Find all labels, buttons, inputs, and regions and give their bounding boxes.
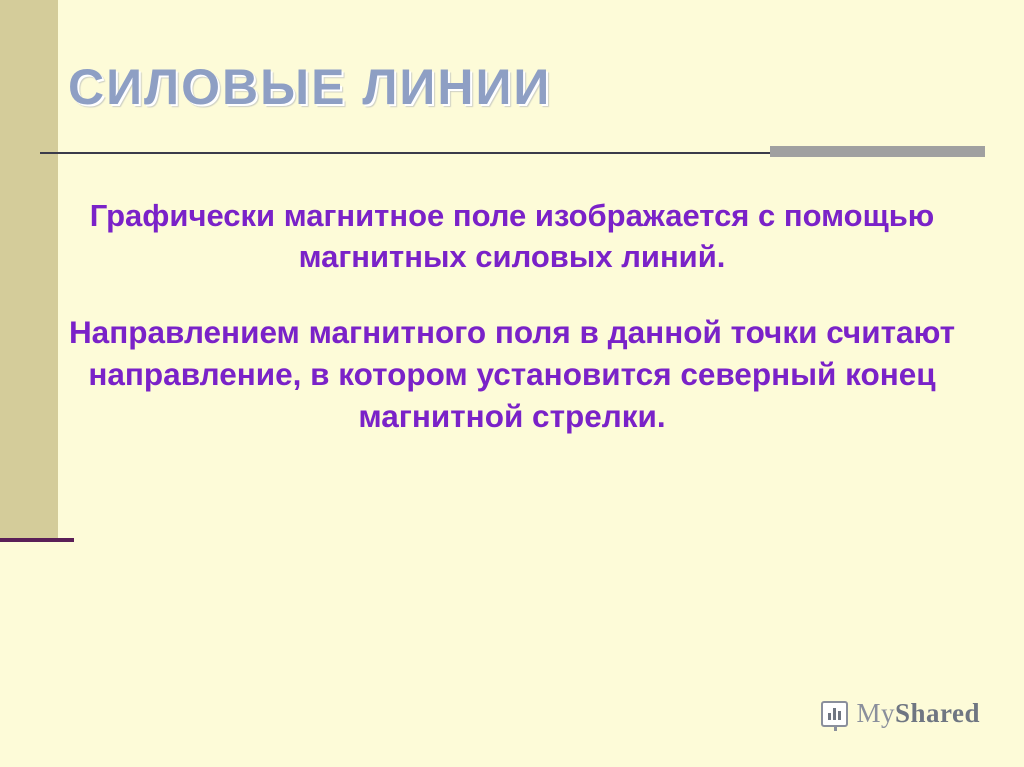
logo-text (856, 698, 980, 729)
paragraph-1: Графически магнитное поле изображается с помощью магнитных силовых линий. (89, 198, 935, 274)
slide-body (28, 196, 996, 437)
title-divider-accent (770, 146, 985, 157)
band-bottom-accent (0, 538, 74, 542)
paragraph-2: Направлением магнитного поля в данной точки считают направление, в котором установится северный конец магнитной стрелки. (68, 313, 956, 434)
logo-text-suffix: Shared (894, 698, 980, 728)
myshared-logo (821, 698, 980, 729)
logo-text-prefix: My (856, 698, 895, 728)
page-title: СИЛОВЫЕ ЛИНИИ (68, 59, 552, 115)
presentation-chart-icon (821, 701, 848, 727)
